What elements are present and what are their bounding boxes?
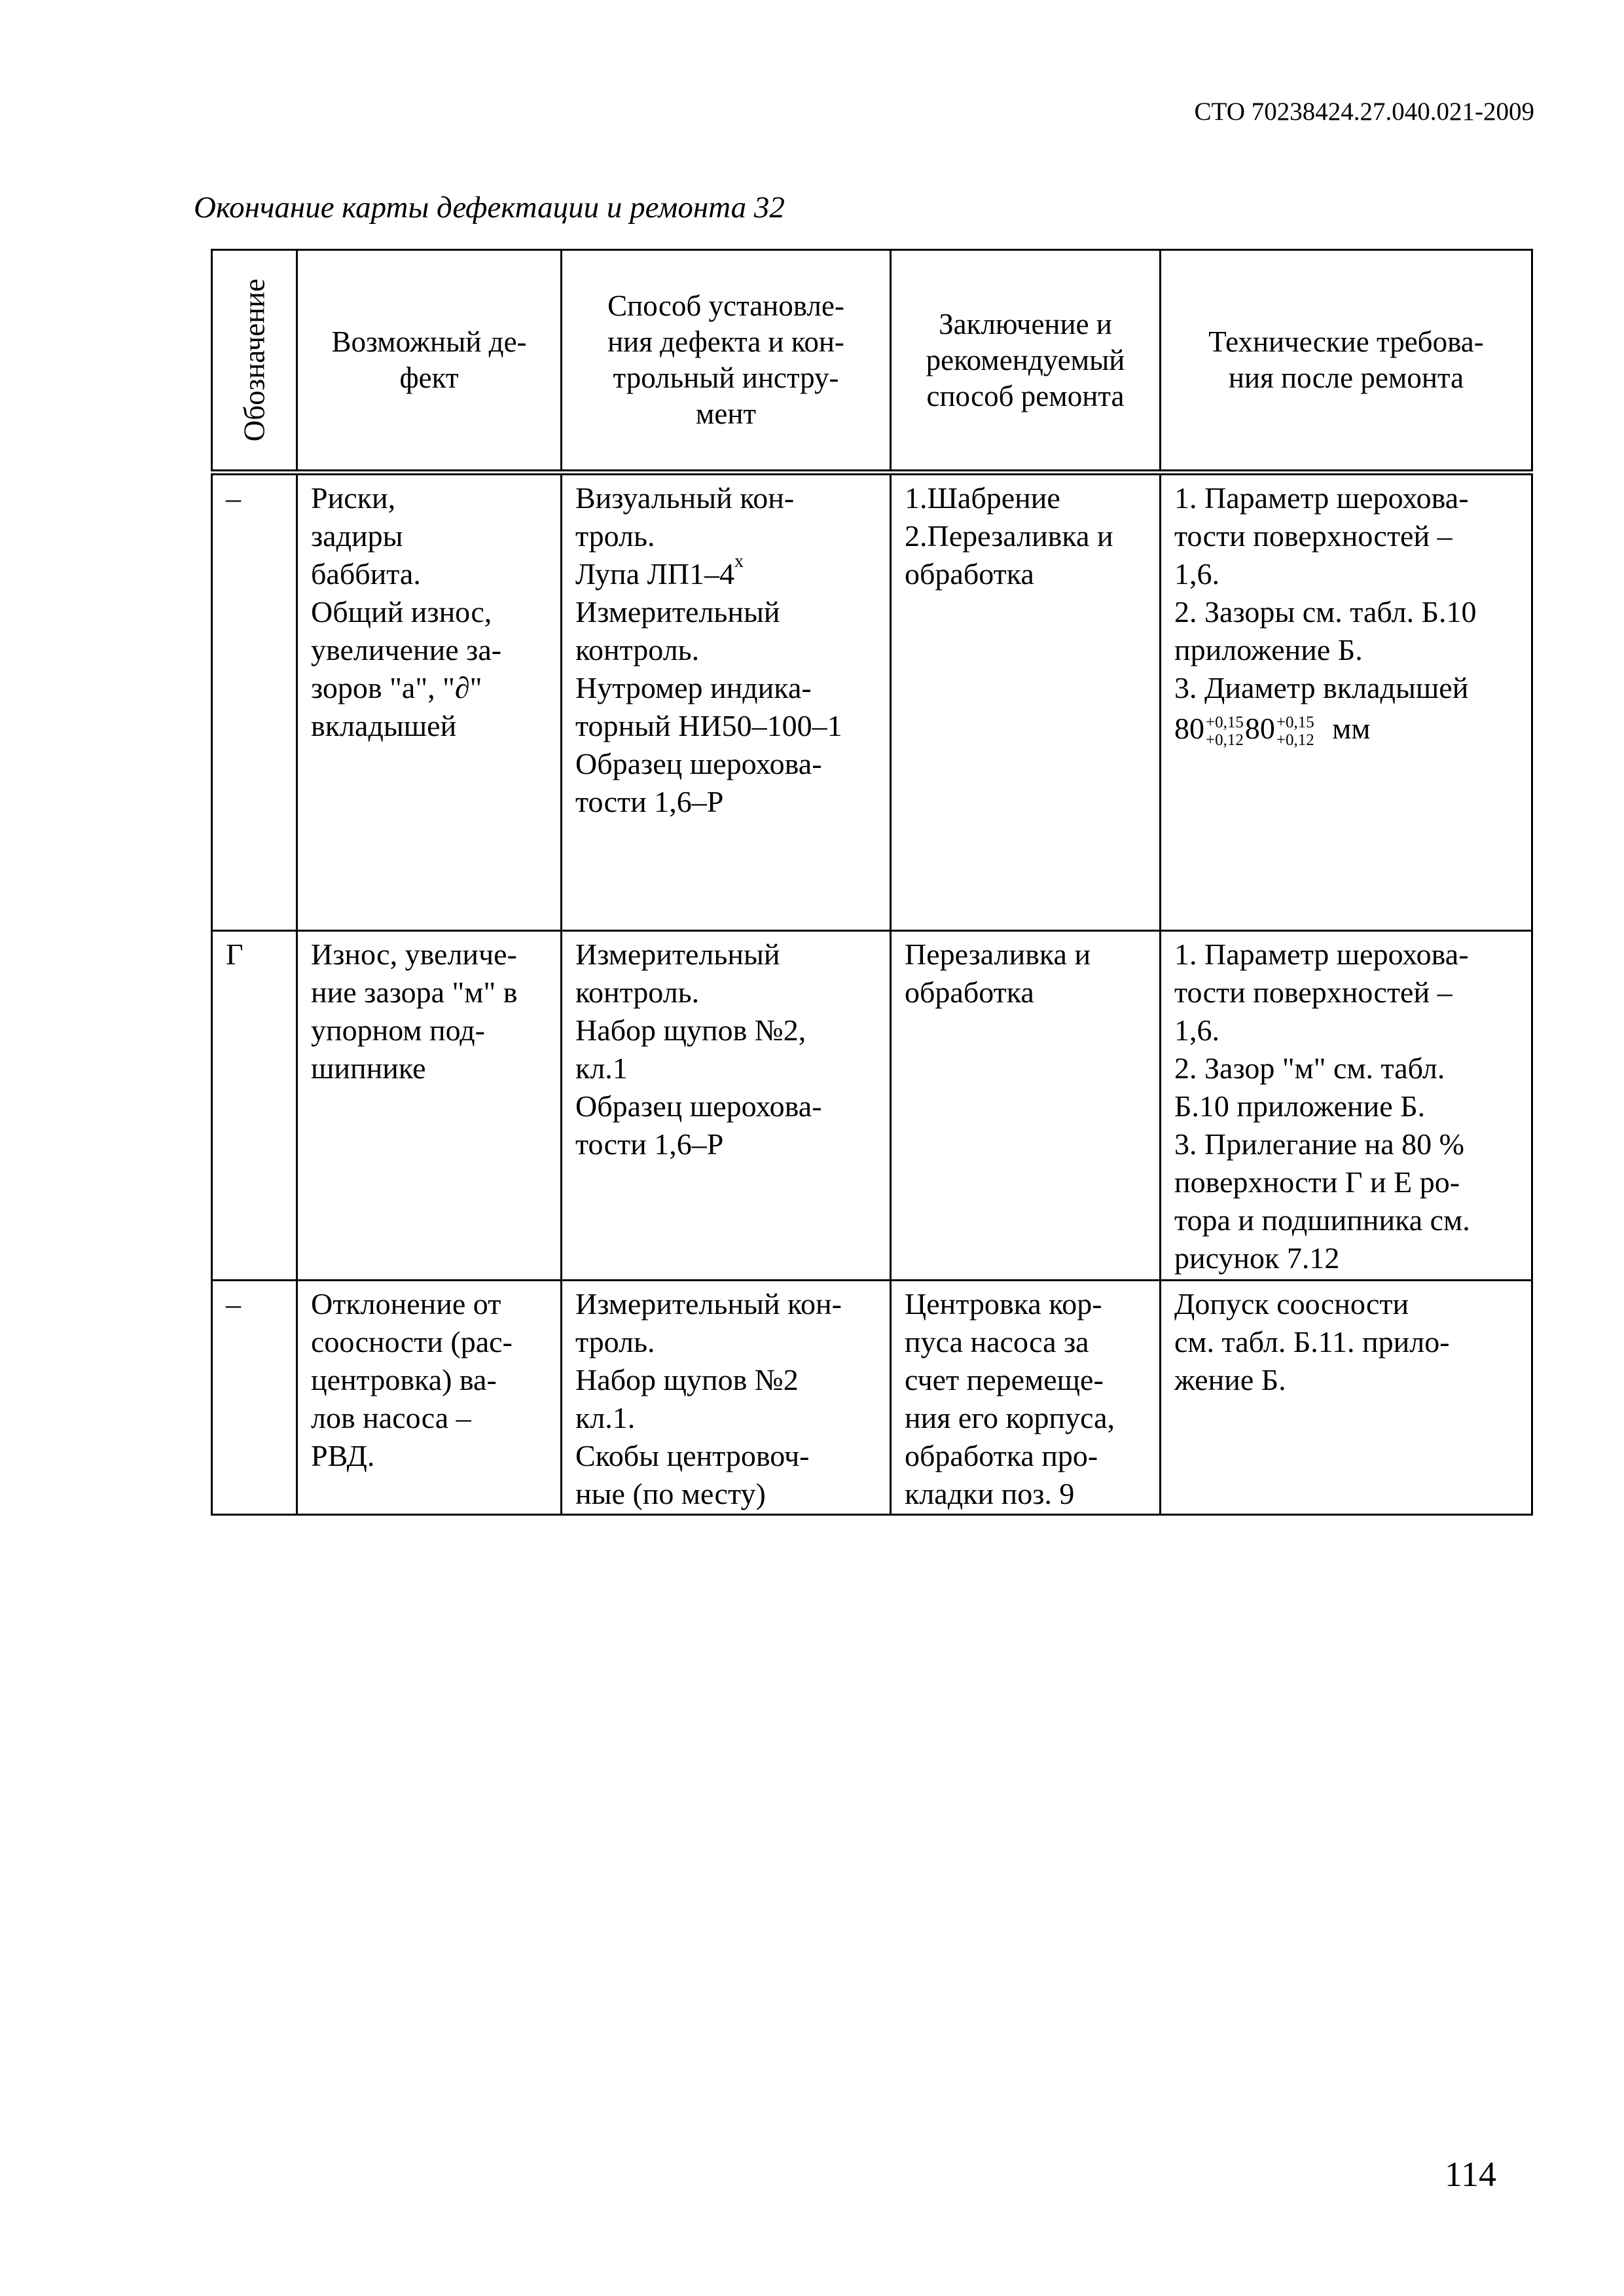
header-line: способ ремонта	[926, 379, 1125, 412]
cell-line: кл.1.	[575, 1401, 636, 1434]
cell-line: ные (по месту)	[575, 1477, 766, 1510]
cell-line: 2. Зазор "м" см. табл.	[1174, 1051, 1445, 1085]
cell-line: упорном под-	[311, 1013, 485, 1047]
cell-line: соосности (рас-	[311, 1325, 513, 1358]
document-code: СТО 70238424.27.040.021-2009	[1194, 98, 1534, 126]
header-line: рекомендуемый	[926, 343, 1125, 376]
cell-line: Износ, увеличе-	[311, 938, 517, 971]
cell-line: баббита.	[311, 557, 421, 591]
header-defect	[297, 250, 562, 473]
cell-line: пуса насоса за	[905, 1325, 1089, 1358]
cell-line: счет перемеще-	[905, 1363, 1104, 1396]
cell-line: Набор щупов №2,	[575, 1013, 806, 1047]
cell-line: поверхности Г и Е ро-	[1174, 1165, 1460, 1199]
magnifier-label: Лупа ЛП1–4	[575, 557, 735, 591]
requirements-lines	[1174, 479, 1518, 707]
cell-line: центровка) ва-	[311, 1363, 497, 1396]
method-lines	[575, 479, 876, 555]
cell-line: Образец шерохова-	[575, 1089, 822, 1123]
table-row	[212, 473, 1532, 931]
cell-line: тости поверхностей –	[1174, 975, 1453, 1009]
cell-line: Набор щупов №2	[575, 1363, 799, 1396]
cell-line: вкладышей	[311, 709, 457, 742]
tolerance-base-1: 80	[1174, 712, 1204, 745]
header-line: Способ установле-	[607, 289, 844, 322]
header-line: ния после ремонта	[1228, 361, 1464, 394]
cell-line: троль.	[575, 519, 655, 553]
cell-line: торный НИ50–100–1	[575, 709, 842, 742]
cell-line: Образец шерохова-	[575, 747, 822, 780]
header-line: Технические требова-	[1208, 325, 1484, 358]
header-line: Возможный де-	[331, 325, 527, 358]
cell-line: Нутромер индика-	[575, 671, 812, 704]
row-defect	[297, 1281, 562, 1515]
cell-line: Отклонение от	[311, 1287, 501, 1321]
cell-line: 1,6.	[1174, 1013, 1219, 1047]
tolerance-deviation-2: +0,15 +0,12	[1276, 714, 1314, 750]
cell-line: задиры	[311, 519, 403, 553]
cell-line: Измерительный	[575, 938, 780, 971]
row-designation: –	[212, 473, 297, 931]
cell-line: кл.1	[575, 1051, 628, 1085]
tolerance-base-2: 80	[1244, 712, 1275, 745]
header-method	[562, 250, 891, 473]
cell-line: Б.10 приложение Б.	[1174, 1089, 1426, 1123]
cell-line: Измерительный кон-	[575, 1287, 842, 1321]
header-line: фект	[399, 361, 459, 394]
cell-line: обработка	[905, 557, 1034, 591]
cell-line: Перезаливка и	[905, 938, 1091, 971]
table-row	[212, 1281, 1532, 1515]
cell-line: 2. Зазоры см. табл. Б.10	[1174, 595, 1477, 629]
cell-line: контроль.	[575, 633, 700, 666]
row-method	[562, 473, 891, 931]
cell-line: тости 1,6–Р	[575, 785, 724, 818]
cell-line: тора и подшипника см.	[1174, 1203, 1470, 1237]
row-requirements	[1161, 473, 1532, 931]
row-defect	[297, 473, 562, 931]
cell-line: 1. Параметр шерохова-	[1174, 481, 1469, 515]
cell-line: 1. Параметр шерохова-	[1174, 938, 1469, 971]
header-designation-label: Обозначение	[238, 278, 270, 442]
page-number: 114	[1445, 2155, 1496, 2194]
header-line: мент	[695, 397, 757, 430]
row-requirements	[1161, 931, 1532, 1281]
table-row	[212, 931, 1532, 1281]
cell-line: Центровка кор-	[905, 1287, 1102, 1321]
magnifier-line	[575, 551, 876, 593]
cell-line: тости 1,6–Р	[575, 1127, 724, 1161]
cell-line: Общий износ,	[311, 595, 492, 629]
row-defect	[297, 931, 562, 1281]
cell-line: обработка	[905, 975, 1034, 1009]
row-method	[562, 931, 891, 1281]
cell-line: РВД.	[311, 1439, 375, 1472]
cell-line: Риски,	[311, 481, 396, 515]
row-repair	[891, 473, 1161, 931]
tolerance-deviation-1: +0,15 +0,12	[1206, 714, 1244, 750]
cell-line: зоров "а", "∂"	[311, 671, 482, 704]
header-designation	[212, 250, 297, 473]
cell-line: рисунок 7.12	[1174, 1241, 1340, 1275]
cell-line: 3. Диаметр вкладышей	[1174, 671, 1469, 704]
cell-line: тости поверхностей –	[1174, 519, 1453, 553]
cell-line: ния его корпуса,	[905, 1401, 1115, 1434]
row-repair	[891, 931, 1161, 1281]
tolerance-unit: мм	[1332, 712, 1371, 745]
magnifier-superscript: х	[734, 551, 744, 572]
table-header-row	[212, 250, 1532, 473]
cell-line: увеличение за-	[311, 633, 502, 666]
header-line: трольный инстру-	[613, 361, 839, 394]
row-method	[562, 1281, 891, 1515]
row-designation: –	[212, 1281, 297, 1515]
cell-line: лов насоса –	[311, 1401, 471, 1434]
row-designation: Г	[212, 931, 297, 1281]
cell-line: Визуальный кон-	[575, 481, 795, 515]
header-requirements	[1161, 250, 1532, 473]
cell-line: контроль.	[575, 975, 700, 1009]
table-caption: Окончание карты дефектации и ремонта 32	[194, 191, 785, 225]
cell-line: приложение Б.	[1174, 633, 1363, 666]
header-line: ния дефекта и кон-	[607, 325, 844, 358]
cell-line: ние зазора "м" в	[311, 975, 518, 1009]
row-repair	[891, 1281, 1161, 1515]
header-line: Заключение и	[939, 307, 1112, 340]
cell-line: см. табл. Б.11. прило-	[1174, 1325, 1450, 1358]
diameter-tolerance	[1174, 710, 1518, 749]
cell-line: 1,6.	[1174, 557, 1219, 591]
cell-line: Измерительный	[575, 595, 780, 629]
method-rest	[575, 593, 876, 821]
cell-line: троль.	[575, 1325, 655, 1358]
cell-line: обработка про-	[905, 1439, 1098, 1472]
cell-line: Скобы центровоч-	[575, 1439, 810, 1472]
cell-line: жение Б.	[1174, 1363, 1286, 1396]
cell-line: кладки поз. 9	[905, 1477, 1075, 1510]
cell-line: 1.Шабрение	[905, 481, 1060, 515]
cell-line: 2.Перезаливка и	[905, 519, 1113, 553]
row-requirements	[1161, 1281, 1532, 1515]
cell-line: Допуск соосности	[1174, 1287, 1409, 1321]
cell-line: шипнике	[311, 1051, 426, 1085]
header-repair	[891, 250, 1161, 473]
cell-line: 3. Прилегание на 80 %	[1174, 1127, 1464, 1161]
defect-repair-table	[211, 249, 1533, 1516]
